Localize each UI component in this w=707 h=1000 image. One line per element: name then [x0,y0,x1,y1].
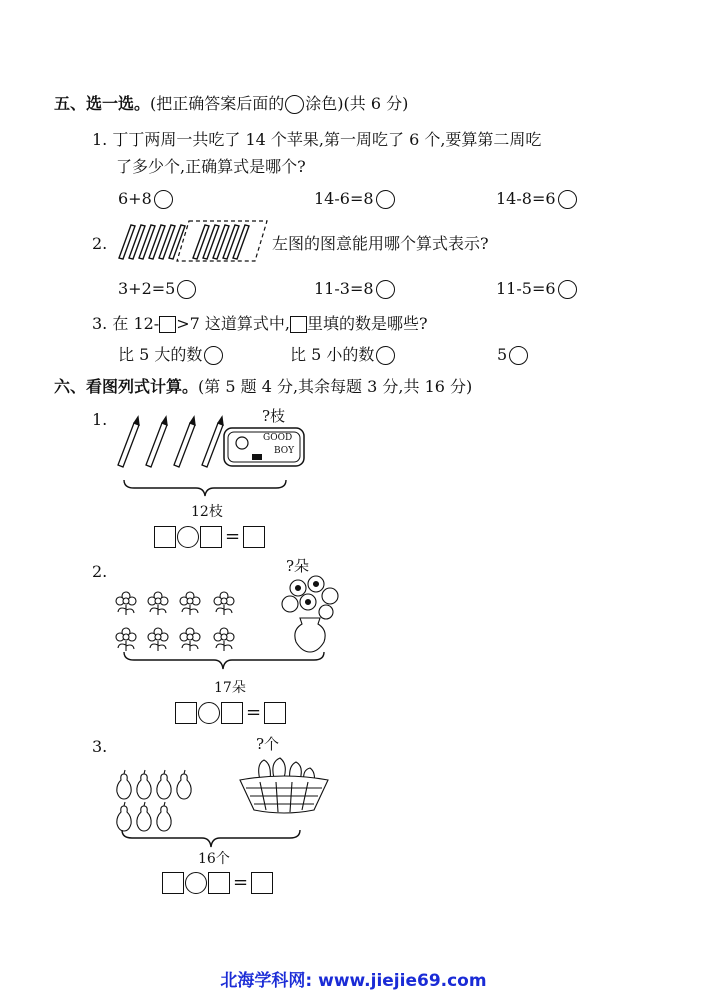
pencil-box-text-2: BOY [274,446,295,456]
pear [157,802,171,831]
pear [117,770,131,799]
q3-option-2-text: 比 5 小的数 [290,345,375,364]
pencil [146,417,167,467]
footer-link[interactable]: 北海学科网: www.jiejie69.com [220,971,487,991]
pear [117,802,131,831]
pencil [174,417,195,467]
q1-option-2-text: 14-6=8 [314,189,374,208]
section6-title [54,377,472,397]
q3-option-2-circle[interactable] [376,346,395,365]
q3-option-3-text: 5 [497,345,508,364]
section5-title [54,94,408,114]
p1-brace [122,478,288,498]
q1-option-3 [496,189,577,209]
pear-basket-icon [238,754,330,816]
q2-text: 左图的图意能用哪个算式表示? [272,234,489,253]
pear [157,770,171,799]
q2-option-1-circle[interactable] [177,280,196,299]
pencil [202,417,223,467]
flower [180,628,200,651]
q1-text: 丁丁两周一共吃了 14 个苹果,第一周吃了 6 个,要算第二周吃 [112,130,542,149]
q1-line2: 了多少个,正确算式是哪个? [116,157,306,176]
q1-option-3-circle[interactable] [558,190,577,209]
section5-note-a: (把正确答案后面的 [150,94,285,113]
pencils-illustration [112,415,222,470]
q2-option-2-circle[interactable] [376,280,395,299]
operator-circle[interactable] [185,872,207,894]
pear [137,802,151,831]
operator-circle[interactable] [198,702,220,724]
pencil-box-text-1: GOOD [263,433,293,443]
p3-brace [120,828,302,850]
flower [148,628,168,651]
flowers-illustration [116,590,252,656]
q3-number: 3. [92,314,108,333]
result-box[interactable] [264,702,286,724]
q2-option-1-text: 3+2=5 [118,279,176,298]
section6-note: (第 5 题 4 分,其余每题 3 分,共 16 分) [198,377,473,396]
q3-option-3 [497,345,528,365]
q3-option-3-circle[interactable] [509,346,528,365]
answer-box[interactable] [200,526,222,548]
equals-sign: = [233,872,249,893]
operator-circle[interactable] [177,526,199,548]
q2-option-1 [118,279,196,299]
q2-option-3 [496,279,577,299]
section6-heading: 六、看图列式计算。 [54,377,199,396]
p2-answer-row [175,702,286,724]
q3-option-1-circle[interactable] [204,346,223,365]
section5-note-b: 涂色)(共 6 分) [305,94,409,113]
flower [116,628,136,651]
q2-option-3-circle[interactable] [558,280,577,299]
p2-total: 17朵 [214,680,246,696]
q2-number: 2. [92,234,108,253]
answer-box[interactable] [175,702,197,724]
p3-number: 3. [92,737,108,756]
flower [116,592,136,615]
q1-option-1-text: 6+8 [118,189,152,208]
q3-blank-box[interactable] [159,316,176,333]
q3-text-b: >7 这道算式中, [176,314,290,333]
equals-sign: = [225,526,241,547]
flower-vase-icon [278,572,346,652]
p3-total: 16个 [198,851,230,867]
q3-option-2 [290,345,395,365]
q3-option-1-text: 比 5 大的数 [118,345,203,364]
q2-option-3-text: 11-5=6 [496,279,556,298]
p1-number: 1. [92,410,108,429]
flower [214,592,234,615]
pear [177,770,191,799]
flower [214,628,234,651]
p2-number: 2. [92,562,108,581]
q1-option-1 [118,189,173,209]
equals-sign: = [246,702,262,723]
flower [148,592,168,615]
q1-option-2-circle[interactable] [376,190,395,209]
answer-box[interactable] [154,526,176,548]
q2-option-2 [314,279,395,299]
p1-total: 12枝 [191,504,223,520]
section5-heading: 五、选一选。 [54,94,151,113]
q1-option-3-text: 14-8=6 [496,189,556,208]
answer-box[interactable] [221,702,243,724]
pencil [118,417,139,467]
q3-blank-box-ref [290,316,307,333]
p2-brace [122,650,326,672]
q1-number: 1. [92,130,108,149]
q3-line [92,314,428,334]
q3-option-1 [118,345,223,365]
answer-box[interactable] [162,872,184,894]
q3-text-a: 在 12- [112,314,160,333]
p1-answer-row [154,526,265,548]
q1-option-1-circle[interactable] [154,190,173,209]
q2-option-2-text: 11-3=8 [314,279,374,298]
p3-answer-row [162,872,273,894]
q1-line1 [92,130,541,150]
p2-question: ?朵 [286,557,310,575]
q1-option-2 [314,189,395,209]
sticks-illustration [113,220,269,262]
pear [137,770,151,799]
answer-box[interactable] [208,872,230,894]
flower [180,592,200,615]
p1-question: ?枝 [262,407,286,425]
answer-circle [285,95,304,114]
result-box[interactable] [243,526,265,548]
q3-text-c: 里填的数是哪些? [306,314,428,333]
p3-question: ?个 [256,735,280,753]
result-box[interactable] [251,872,273,894]
pears-illustration [116,768,196,832]
